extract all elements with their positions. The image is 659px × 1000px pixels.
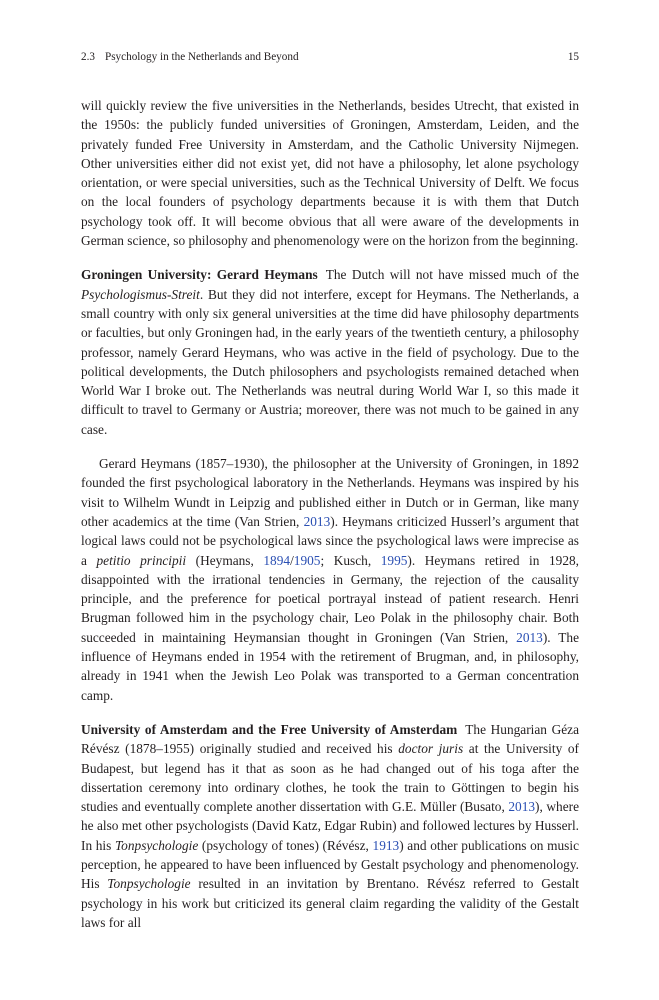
paragraph-heymans <box>81 454 579 705</box>
text-run: ). Heymans criticized Husserl’s argument that logical laws could not be psychological laws since the psychological laws were imprecise as a <box>81 513 579 568</box>
run-in-heading-groningen: Groningen University: Gerard Heymans <box>81 267 318 283</box>
italic-term: Tonpsychologie <box>107 876 191 892</box>
run-in-heading-amsterdam: University of Amsterdam and the Free University of Amsterdam <box>81 721 458 737</box>
paragraph-amsterdam <box>81 720 579 932</box>
text-run: ). The influence of Heymans ended in 1954 with the retirement of Brugman, and, in philosophy, already in 1941 when the Jewish Leo Polak was transported to a German concentration camp. <box>81 629 580 703</box>
citation-link[interactable]: 1894 <box>263 552 291 568</box>
citation-link[interactable]: 1995 <box>380 552 408 568</box>
section-number: 2.3 <box>81 51 95 63</box>
text-run: resulted in an invitation by Brentano. Révész referred to Gestalt psychology in his work but criticized its general claim regarding the validity of the Gestalt laws for all <box>81 876 580 930</box>
body-text <box>81 96 579 932</box>
text-run: / <box>290 552 294 568</box>
citation-link[interactable]: 1905 <box>293 552 321 568</box>
section-title: Psychology in the Netherlands and Beyond <box>104 51 299 63</box>
citation-link[interactable]: 2013 <box>516 629 543 645</box>
text-run: Gerard Heymans (1857–1930), the philosopher at the University of Groningen, in 1892 founded the first psychological laboratory in the Netherlands. Heymans was inspired by his visit to Wilhelm Wundt in Leipzig and published either in Dutch or in German, like many other academics at the time (Van Strien, <box>81 456 579 529</box>
paragraph-intro <box>81 96 579 250</box>
text-run: The Hungarian Géza Révész (1878–1955) originally studied and received his <box>81 721 579 757</box>
text-run: . But they did not interfere, except for Heymans. The Netherlands, a small country with only six general universities at the time did have philosophy departments or faculties, but only Groningen had, in the early years of the twentieth century, a philosophy professor, namely Gerard Heymans, who was active in the field of psychology. Due to the political developments, the Dutch philosophers and psychologists remained detached when World War I broke out. The Netherlands was neutral during World War I, so this made it difficult to travel to Germany or Austria; moreover, there was not much to be gained in any case. <box>81 286 579 437</box>
italic-term: Tonpsychologie <box>114 837 199 853</box>
citation-link[interactable]: 1913 <box>372 837 400 853</box>
paragraph-groningen <box>81 265 579 439</box>
citation-link[interactable]: 2013 <box>303 513 331 529</box>
text-run: ) and other publications on music perception, he appeared to have been influenced by Gestalt psychology and phenomenology. His <box>81 837 580 892</box>
page <box>81 50 579 932</box>
text-run: ). Heymans retired in 1928, disappointed with the irrational tendencies in Germany, the rejection of the causality principle, and the preference for poetical portrayal instead of patient research. Henri Brugman followed him in the psychology chair, Leo Polak in the philosophy chair. Both succeeded in maintaining Heymansian thought in Groningen (Van Strien, <box>81 552 579 645</box>
italic-term: Psychologismus-Streit <box>81 286 200 302</box>
italic-term: doctor juris <box>398 741 464 757</box>
page-number: 15 <box>567 51 579 63</box>
running-header <box>81 50 579 64</box>
text-run: (psychology of tones) (Révész, <box>198 837 373 853</box>
section-heading <box>81 50 299 64</box>
text-run: ), where he also met other psychologists (David Katz, Edgar Rubin) and followed lectures by Husserl. In his <box>81 799 579 853</box>
paragraph-text: will quickly review the five universities in the Netherlands, besides Utrecht, that existed in the 1950s: the publicly funded universities of Groningen, Amsterdam, Leiden, and the privately funded Free University in Amsterdam, and the Catholic University Nijmegen. Other universities either did not exist yet, did not have a philosophy, let alone psychology orientation, or were special universities, such as the Technical University of Delft. We focus on the local founders of psychology departments because it is with them that Dutch psychology took off. It will become obvious that all were aware of the developments in German science, so philosophy and phenomenology were on the horizon from the beginning. <box>81 98 579 249</box>
italic-term: petitio principii <box>96 552 187 568</box>
citation-link[interactable]: 2013 <box>508 799 536 815</box>
text-run: at the University of Budapest, but legend has it that as soon as he had changed out of his toga after the dissertation ceremony into ordinary clothes, he took the train to Göttingen to begin his studies and eventually complete another dissertation with G.E. Müller (Busato, <box>81 741 579 815</box>
text-run: The Dutch will not have missed much of the <box>325 267 580 283</box>
text-run: ; Kusch, <box>320 552 381 568</box>
text-run: (Heymans, <box>186 552 264 568</box>
